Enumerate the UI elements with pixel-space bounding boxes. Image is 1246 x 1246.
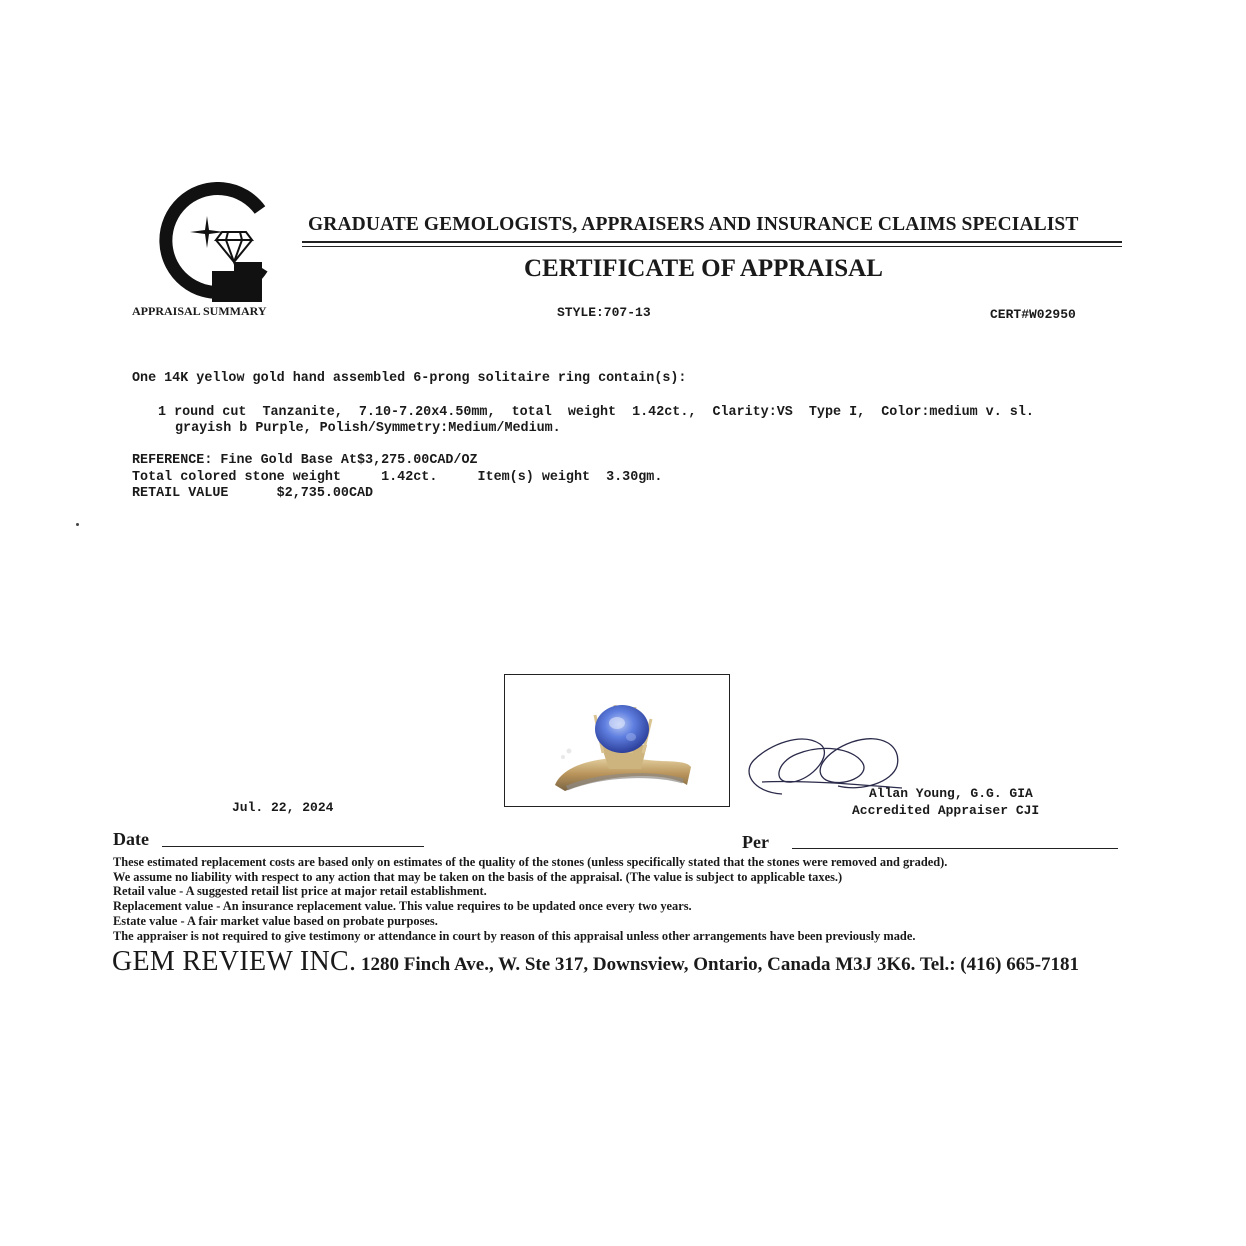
per-underline	[792, 848, 1118, 849]
disclaimer-line: Replacement value - An insurance replacement value. This value requires to be updated once every two years.	[113, 899, 692, 914]
totals-line: Total colored stone weight 1.42ct. Item(s) weight 3.30gm.	[132, 470, 663, 485]
disclaimer-line: We assume no liability with respect to any action that may be taken on the basis of the appraisal. (The value is subject to applicable taxes.)	[113, 869, 843, 884]
appraisal-date: Jul. 22, 2024	[232, 800, 334, 815]
appraisal-summary-label: APPRAISAL SUMMARY	[132, 304, 267, 318]
specialist-heading: GRADUATE GEMOLOGISTS, APPRAISERS AND INSURANCE CLAIMS SPECIALIST	[308, 214, 1079, 235]
date-underline	[162, 846, 424, 847]
header-rule-thin	[302, 246, 1122, 247]
per-label: Per	[742, 832, 769, 852]
disclaimer-line: Estate value - A fair market value based on probate purposes.	[113, 913, 438, 928]
stone-details-line-2: grayish b Purple, Polish/Symmetry:Medium/Medium.	[175, 421, 561, 436]
disclaimer-line: Retail value - A suggested retail list price at major retail establishment.	[113, 884, 487, 899]
appraiser-name: Allan Young, G.G. GIA	[869, 786, 1033, 801]
disclaimer-line: The appraiser is not required to give testimony or attendance in court by reason of this appraisal unless other arrangements have been previously made.	[113, 928, 916, 943]
certificate-title: CERTIFICATE OF APPRAISAL	[524, 255, 883, 282]
company-name: GEM REVIEW INC.	[112, 946, 357, 977]
stray-mark	[76, 523, 79, 526]
disclaimers	[113, 855, 1113, 943]
item-description: One 14K yellow gold hand assembled 6-prong solitaire ring contain(s):	[132, 371, 687, 386]
ring-photo-frame	[504, 674, 730, 807]
retail-value-line: RETAIL VALUE $2,735.00CAD	[132, 486, 374, 501]
company-address: 1280 Finch Ave., W. Ste 317, Downsview, Ontario, Canada M3J 3K6. Tel.: (416) 665-7181	[356, 954, 1080, 975]
g-diamond-star-logo-icon	[150, 182, 270, 307]
style-number: STYLE:707-13	[557, 305, 651, 320]
company-footer	[112, 946, 1079, 978]
date-label: Date	[113, 829, 149, 849]
tanzanite-solitaire-ring-photo-icon	[505, 675, 730, 807]
disclaimer-line: These estimated replacement costs are based only on estimates of the quality of the stones (unless specifically stated that the stones were removed and graded).	[113, 855, 948, 869]
reference-line: REFERENCE: Fine Gold Base At$3,275.00CAD/OZ	[132, 453, 478, 468]
appraiser-title: Accredited Appraiser CJI	[852, 803, 1040, 818]
stone-details-line-1: 1 round cut Tanzanite, 7.10-7.20x4.50mm, total weight 1.42ct., Clarity:VS Type I, Color:medium v. sl.	[158, 405, 1034, 420]
header-rule	[302, 241, 1122, 243]
cert-number: CERT#W02950	[990, 307, 1076, 322]
